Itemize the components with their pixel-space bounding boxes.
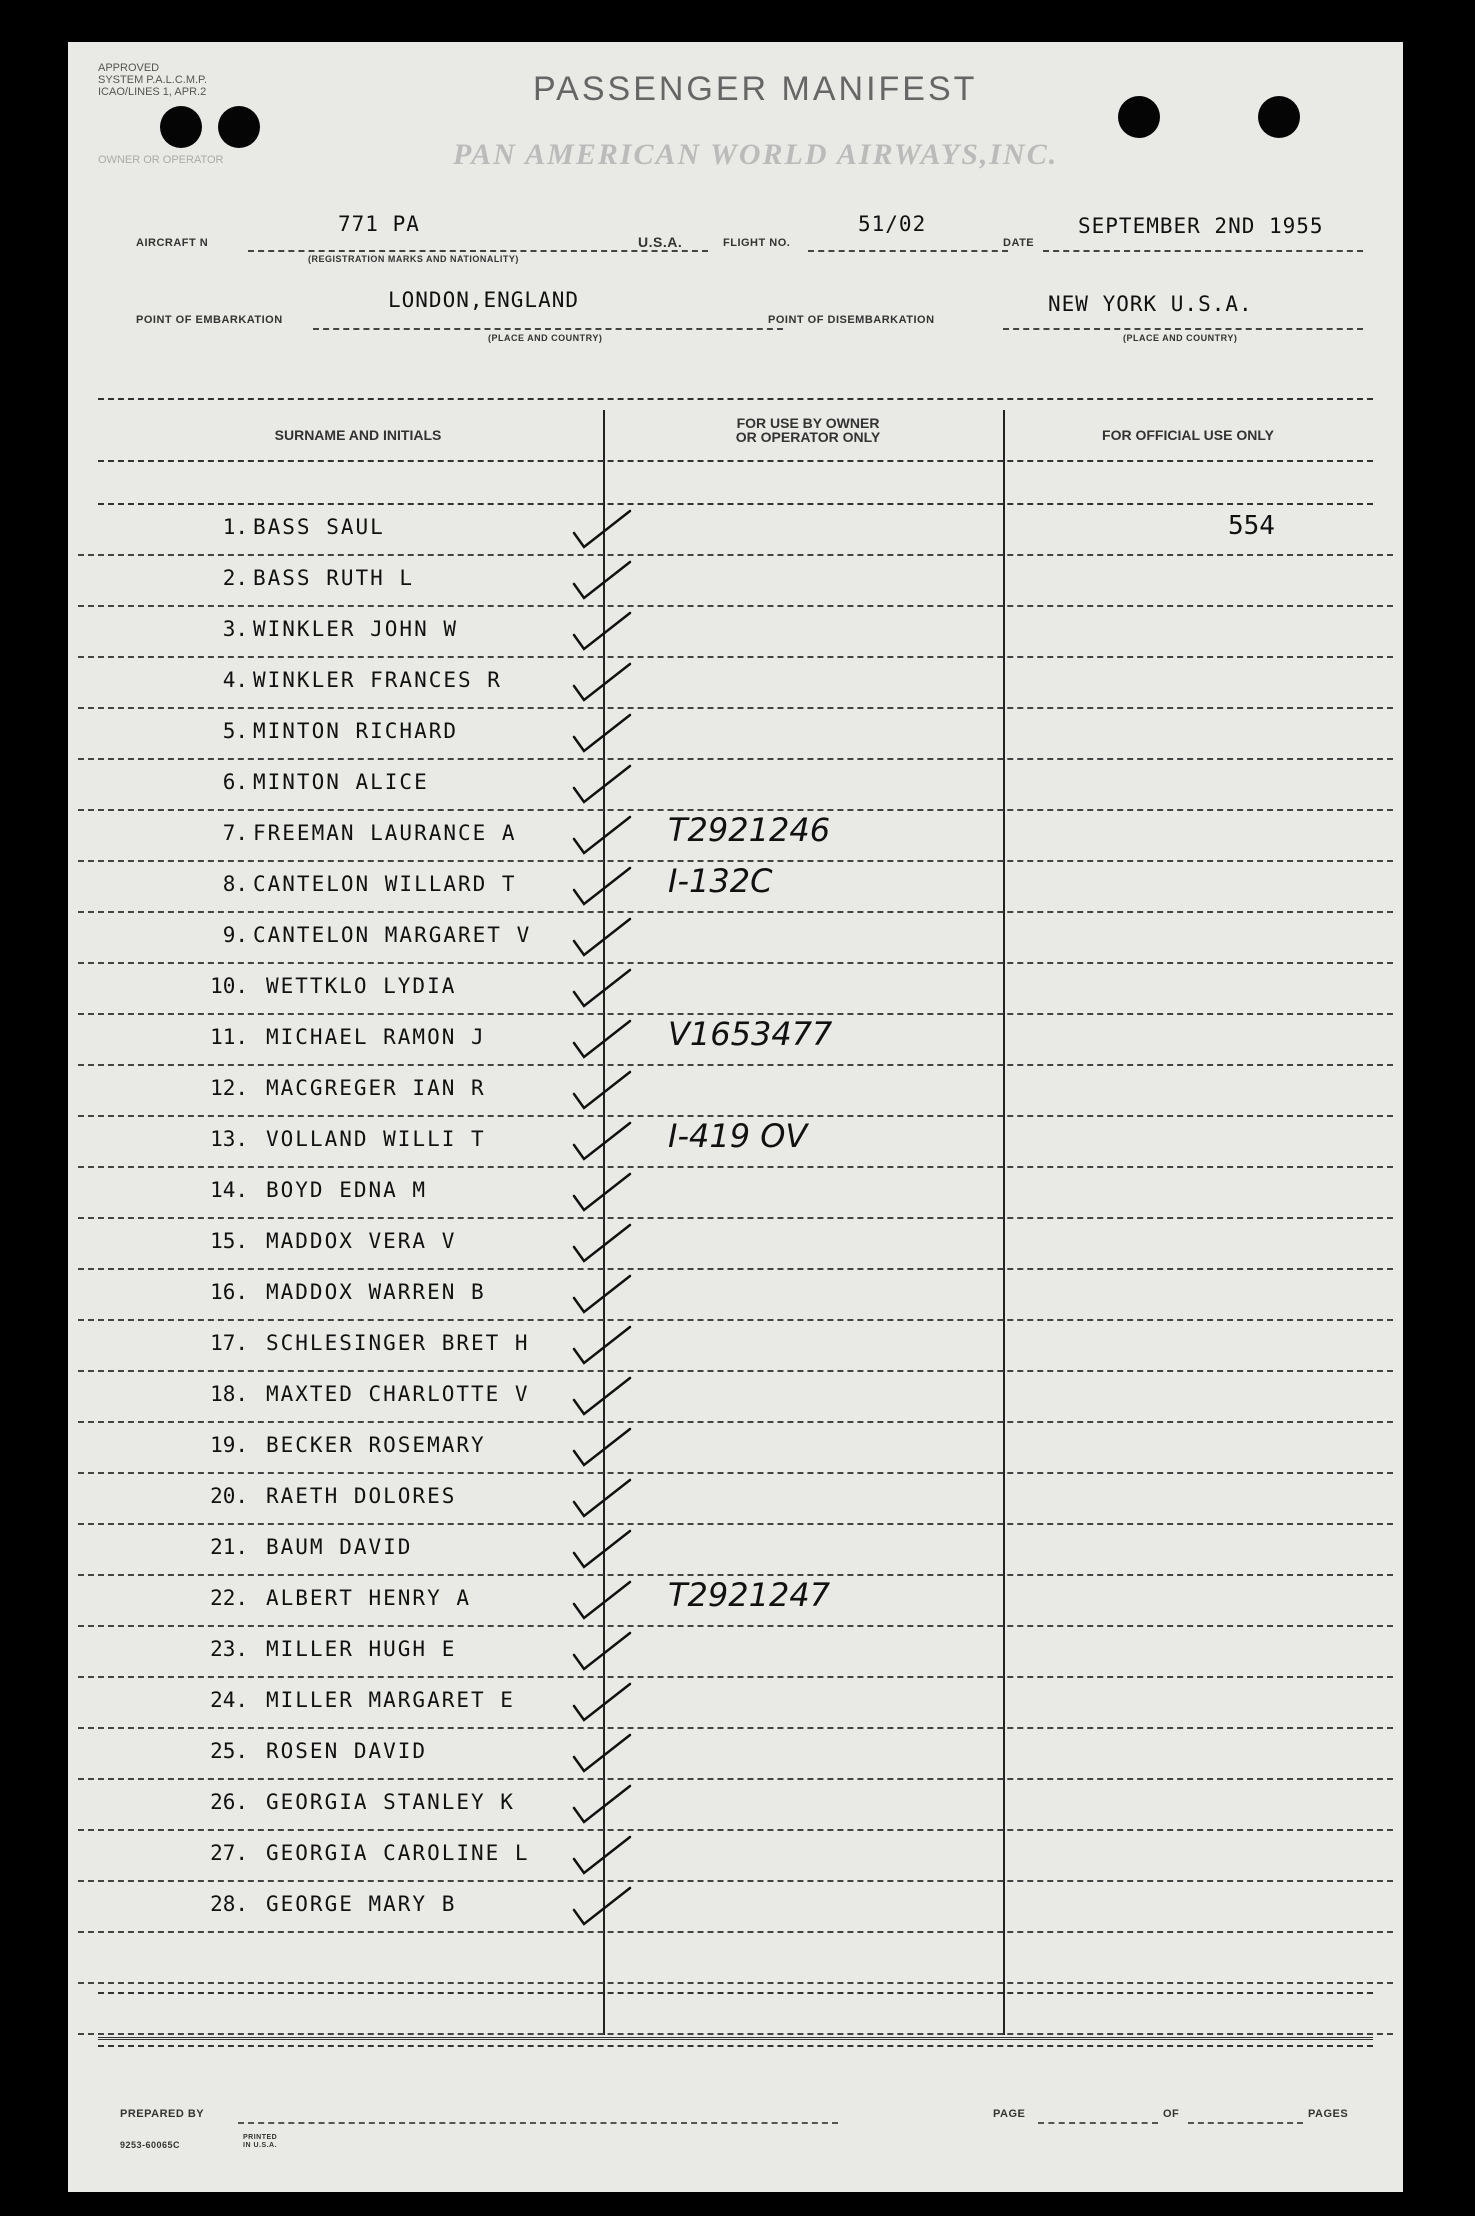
row-number: 11. bbox=[210, 1025, 248, 1049]
row-number: 8. bbox=[222, 872, 248, 896]
table-row bbox=[68, 1168, 1403, 1219]
embark-value: LONDON,ENGLAND bbox=[388, 288, 580, 312]
passenger-name: MAXTED CHARLOTTE V bbox=[266, 1382, 530, 1406]
punch-hole bbox=[1258, 96, 1300, 138]
column-header-owner: FOR USE BY OWNER OR OPERATOR ONLY bbox=[735, 415, 881, 445]
passenger-name: SCHLESINGER BRET H bbox=[266, 1331, 530, 1355]
checkmark-icon bbox=[568, 1729, 638, 1779]
row-number: 7. bbox=[222, 821, 248, 845]
date-underline bbox=[1043, 250, 1363, 252]
owner-note: V1653477 bbox=[668, 1015, 833, 1053]
blank-row bbox=[68, 1933, 1403, 1984]
table-row bbox=[68, 709, 1403, 760]
row-number: 22. bbox=[210, 1586, 248, 1610]
embark-underline bbox=[313, 328, 783, 330]
page-label: PAGE bbox=[993, 2108, 1026, 2120]
table-row bbox=[68, 1525, 1403, 1576]
table-row bbox=[68, 1219, 1403, 1270]
passenger-name: BOYD EDNA M bbox=[266, 1178, 428, 1202]
table-row bbox=[68, 505, 1403, 556]
prepared-underline bbox=[238, 2122, 838, 2124]
row-number: 10. bbox=[210, 974, 248, 998]
checkmark-icon bbox=[568, 1321, 638, 1371]
row-number: 23. bbox=[210, 1637, 248, 1661]
passenger-name: CANTELON MARGARET V bbox=[253, 923, 532, 947]
disembark-underline bbox=[1003, 328, 1363, 330]
passenger-name: CANTELON WILLARD T bbox=[253, 872, 517, 896]
table-row bbox=[68, 1066, 1403, 1117]
carrier-name: PAN AMERICAN WORLD AIRWAYS,INC. bbox=[453, 138, 1059, 171]
checkmark-icon bbox=[568, 1168, 638, 1218]
checkmark-icon bbox=[568, 1066, 638, 1116]
passenger-name: BAUM DAVID bbox=[266, 1535, 413, 1559]
checkmark-icon bbox=[568, 658, 638, 708]
owner-note: T2921246 bbox=[668, 811, 831, 849]
row-number: 1. bbox=[222, 515, 248, 539]
table-row bbox=[68, 862, 1403, 913]
passenger-name: GEORGIA CAROLINE L bbox=[266, 1841, 530, 1865]
row-number: 18. bbox=[210, 1382, 248, 1406]
row-number: 26. bbox=[210, 1790, 248, 1814]
row-number: 6. bbox=[222, 770, 248, 794]
header-bottom-rule bbox=[98, 460, 1373, 462]
embark-label: POINT OF EMBARKATION bbox=[136, 314, 283, 326]
passenger-name: VOLLAND WILLI T bbox=[266, 1127, 486, 1151]
row-number: 12. bbox=[210, 1076, 248, 1100]
row-number: 5. bbox=[222, 719, 248, 743]
checkmark-icon bbox=[568, 1423, 638, 1473]
table-top-rule bbox=[98, 398, 1373, 400]
punch-hole bbox=[160, 106, 202, 148]
column-header-name: SURNAME AND INITIALS bbox=[274, 427, 442, 443]
checkmark-icon bbox=[568, 556, 638, 606]
checkmark-icon bbox=[568, 1525, 638, 1575]
table-row bbox=[68, 811, 1403, 862]
passenger-name: MADDOX WARREN B bbox=[266, 1280, 486, 1304]
row-number: 3. bbox=[222, 617, 248, 641]
owner-note: I-132C bbox=[668, 862, 773, 900]
passenger-name: RAETH DOLORES bbox=[266, 1484, 457, 1508]
row-number: 25. bbox=[210, 1739, 248, 1763]
page-title: PASSENGER MANIFEST bbox=[533, 70, 978, 108]
approval-note: APPROVED SYSTEM P.A.L.C.M.P. ICAO/LINES 1, APR.2 bbox=[98, 62, 208, 98]
checkmark-icon bbox=[568, 1882, 638, 1932]
passenger-name: MICHAEL RAMON J bbox=[266, 1025, 486, 1049]
checkmark-icon bbox=[568, 1219, 638, 1269]
passenger-name: MILLER MARGARET E bbox=[266, 1688, 515, 1712]
passenger-name: WINKLER FRANCES R bbox=[253, 668, 502, 692]
passenger-name: FREEMAN LAURANCE A bbox=[253, 821, 517, 845]
table-row bbox=[68, 1882, 1403, 1933]
aircraft-value: 771 PA bbox=[338, 212, 420, 236]
official-note: 554 bbox=[1228, 511, 1275, 541]
table-row bbox=[68, 1117, 1403, 1168]
row-number: 17. bbox=[210, 1331, 248, 1355]
form-number: 9253-60065C bbox=[120, 2140, 181, 2150]
checkmark-icon bbox=[568, 811, 638, 861]
passenger-name: ROSEN DAVID bbox=[266, 1739, 428, 1763]
checkmark-icon bbox=[568, 862, 638, 912]
table-row bbox=[68, 1474, 1403, 1525]
passenger-name: BASS RUTH L bbox=[253, 566, 415, 590]
checkmark-icon bbox=[568, 964, 638, 1014]
passenger-name: MACGREGER IAN R bbox=[266, 1076, 486, 1100]
column-header-official: FOR OFFICIAL USE ONLY bbox=[1102, 427, 1274, 443]
table-row bbox=[68, 556, 1403, 607]
checkmark-icon bbox=[568, 1270, 638, 1320]
table-row bbox=[68, 1627, 1403, 1678]
passenger-name: GEORGE MARY B bbox=[266, 1892, 457, 1916]
row-number: 14. bbox=[210, 1178, 248, 1202]
table-row bbox=[68, 658, 1403, 709]
checkmark-icon bbox=[568, 607, 638, 657]
checkmark-icon bbox=[568, 505, 638, 555]
aircraft-sub: (REGISTRATION MARKS AND NATIONALITY) bbox=[308, 254, 519, 264]
passenger-name: GEORGIA STANLEY K bbox=[266, 1790, 515, 1814]
owner-note: I-419 OV bbox=[668, 1117, 808, 1155]
date-value: SEPTEMBER 2ND 1955 bbox=[1078, 214, 1324, 238]
table-row bbox=[68, 1678, 1403, 1729]
checkmark-icon bbox=[568, 1015, 638, 1065]
checkmark-icon bbox=[568, 1576, 638, 1626]
checkmark-icon bbox=[568, 1678, 638, 1728]
row-rule bbox=[78, 2033, 1393, 2035]
flight-label: FLIGHT NO. bbox=[723, 237, 791, 249]
passenger-name: BASS SAUL bbox=[253, 515, 385, 539]
manifest-sheet bbox=[68, 42, 1403, 2192]
table-row bbox=[68, 1015, 1403, 1066]
row-number: 9. bbox=[222, 923, 248, 947]
row-number: 20. bbox=[210, 1484, 248, 1508]
checkmark-icon bbox=[568, 709, 638, 759]
row-number: 21. bbox=[210, 1535, 248, 1559]
table-bottom-rule-2 bbox=[98, 2045, 1373, 2047]
passenger-name: MADDOX VERA V bbox=[266, 1229, 457, 1253]
row-number: 4. bbox=[222, 668, 248, 692]
page-underline bbox=[1038, 2122, 1158, 2124]
passenger-name: MINTON ALICE bbox=[253, 770, 429, 794]
table-row bbox=[68, 913, 1403, 964]
row-number: 28. bbox=[210, 1892, 248, 1916]
checkmark-icon bbox=[568, 760, 638, 810]
checkmark-icon bbox=[568, 1831, 638, 1881]
table-row bbox=[68, 1576, 1403, 1627]
table-row bbox=[68, 1423, 1403, 1474]
usa-label: U.S.A. bbox=[638, 234, 683, 250]
table-row bbox=[68, 1729, 1403, 1780]
date-label: DATE bbox=[1003, 237, 1035, 249]
row-number: 19. bbox=[210, 1433, 248, 1457]
table-row bbox=[68, 1831, 1403, 1882]
passenger-name: WETTKLO LYDIA bbox=[266, 974, 457, 998]
checkmark-icon bbox=[568, 1627, 638, 1677]
prepared-label: PREPARED BY bbox=[120, 2108, 205, 2120]
flight-value: 51/02 bbox=[858, 212, 927, 236]
printed-note: PRINTED IN U.S.A. bbox=[243, 2134, 278, 2149]
table-row bbox=[68, 1321, 1403, 1372]
disembark-value: NEW YORK U.S.A. bbox=[1048, 292, 1253, 316]
checkmark-icon bbox=[568, 1117, 638, 1167]
disembark-label: POINT OF DISEMBARKATION bbox=[768, 314, 935, 326]
aircraft-underline bbox=[248, 250, 708, 252]
flight-underline bbox=[808, 250, 1008, 252]
row-number: 2. bbox=[222, 566, 248, 590]
checkmark-icon bbox=[568, 1780, 638, 1830]
table-row bbox=[68, 760, 1403, 811]
pages-label: PAGES bbox=[1308, 2108, 1349, 2120]
table-row bbox=[68, 1780, 1403, 1831]
table-row bbox=[68, 964, 1403, 1015]
owner-label: OWNER OR OPERATOR bbox=[98, 154, 224, 166]
of-underline bbox=[1188, 2122, 1303, 2124]
punch-hole bbox=[1118, 96, 1160, 138]
passenger-name: WINKLER JOHN W bbox=[253, 617, 459, 641]
checkmark-icon bbox=[568, 1372, 638, 1422]
embark-sub: (PLACE AND COUNTRY) bbox=[488, 333, 603, 343]
punch-hole bbox=[218, 106, 260, 148]
table-end-rule bbox=[98, 1992, 1373, 1994]
checkmark-icon bbox=[568, 913, 638, 963]
table-row bbox=[68, 607, 1403, 658]
row-number: 27. bbox=[210, 1841, 248, 1865]
row-number: 24. bbox=[210, 1688, 248, 1712]
table-row bbox=[68, 1270, 1403, 1321]
passenger-name: MILLER HUGH E bbox=[266, 1637, 457, 1661]
checkmark-icon bbox=[568, 1474, 638, 1524]
row-number: 15. bbox=[210, 1229, 248, 1253]
of-label: OF bbox=[1163, 2108, 1180, 2120]
row-number: 16. bbox=[210, 1280, 248, 1304]
disembark-sub: (PLACE AND COUNTRY) bbox=[1123, 333, 1238, 343]
aircraft-label: AIRCRAFT N bbox=[136, 237, 209, 249]
table-bottom-rule bbox=[98, 2037, 1373, 2040]
owner-note: T2921247 bbox=[668, 1576, 831, 1614]
table-row bbox=[68, 1372, 1403, 1423]
passenger-name: ALBERT HENRY A bbox=[266, 1586, 472, 1610]
passenger-name: BECKER ROSEMARY bbox=[266, 1433, 486, 1457]
passenger-name: MINTON RICHARD bbox=[253, 719, 459, 743]
row-number: 13. bbox=[210, 1127, 248, 1151]
